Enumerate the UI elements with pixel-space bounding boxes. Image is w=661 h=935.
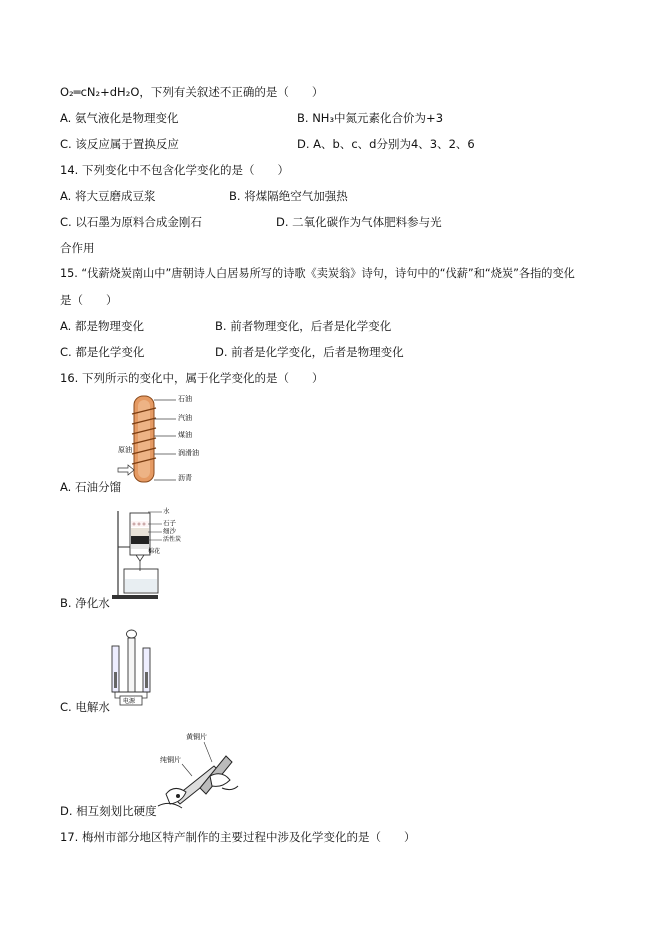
q13-option-a: A. 氨气液化是物理变化 (60, 111, 179, 125)
fig-a-label-5: 沥青 (178, 474, 192, 482)
q16-option-c: C. 电解水 (60, 700, 110, 714)
fig-b-label-5: 棉花 (148, 548, 161, 555)
q14-option-b: B. 将煤隔绝空气加强热 (229, 189, 348, 203)
q15-stem-continued: 是（ ） (60, 293, 118, 307)
q14-stem: 14. 下列变化中不包含化学变化的是（ ） (60, 163, 289, 177)
fig-a-label-4: 润滑油 (178, 449, 199, 457)
q14-option-a: A. 将大豆磨成豆浆 (60, 189, 156, 203)
fig-a-label-2: 汽油 (178, 414, 192, 422)
hardness-comparison-figure (152, 728, 240, 812)
q14-option-d-continued: 合作用 (60, 241, 95, 255)
fig-b-label-3: 细沙 (163, 527, 176, 535)
q15-option-d: D. 前者是化学变化，后者是物理变化 (215, 345, 404, 359)
q16-option-d: D. 相互刻划比硬度 (60, 804, 157, 818)
q17-stem: 17. 梅州市部分地区特产制作的主要过程中涉及化学变化的是（ ） (60, 830, 416, 844)
q15-stem: 15. “伐薪烧炭南山中”唐朝诗人白居易所写的诗歌《卖炭翁》诗句，诗句中的“伐薪”和“烧炭”各指的变化 (60, 267, 575, 280)
q16-option-b: B. 净化水 (60, 596, 110, 610)
fig-b-label-1: 水 (163, 507, 170, 515)
fig-d-label-top: 黄铜片 (186, 733, 207, 741)
q15-option-b: B. 前者物理变化，后者是化学变化 (215, 319, 392, 333)
q13-option-c: C. 该反应属于置换反应 (60, 137, 179, 151)
fig-b-label-2: 石子 (163, 519, 176, 527)
q16-option-a: A. 石油分馏 (60, 480, 121, 494)
fig-b-label-4: 活性炭 (163, 536, 182, 543)
q13-stem-tail: O₂═cN₂+dH₂O，下列有关叙述不正确的是（ ） (60, 85, 324, 99)
q14-option-d: D. 二氧化碳作为气体肥料参与光 (276, 215, 442, 229)
q13-option-b: B. NH₃中氮元素化合价为+3 (297, 111, 444, 125)
fig-a-label-3: 煤油 (178, 431, 192, 439)
fig-d-label-left: 纯铜片 (160, 756, 181, 764)
water-purifier-figure (106, 503, 190, 601)
q15-option-c: C. 都是化学变化 (60, 345, 145, 359)
fig-a-label-1: 石油 (178, 395, 192, 403)
q13-option-d: D. A、b、c、d分别为4、3、2、6 (297, 137, 475, 151)
q15-option-a: A. 都是物理变化 (60, 319, 144, 333)
oil-fractionation-figure (112, 392, 199, 488)
water-electrolysis-figure (104, 626, 162, 708)
q14-option-c: C. 以石墨为原料合成金刚石 (60, 215, 202, 229)
fig-a-inlet-label: 原油 (118, 446, 132, 454)
q16-stem: 16. 下列所示的变化中，属于化学变化的是（ ） (60, 371, 324, 385)
fig-c-label: 电源 (123, 698, 136, 705)
